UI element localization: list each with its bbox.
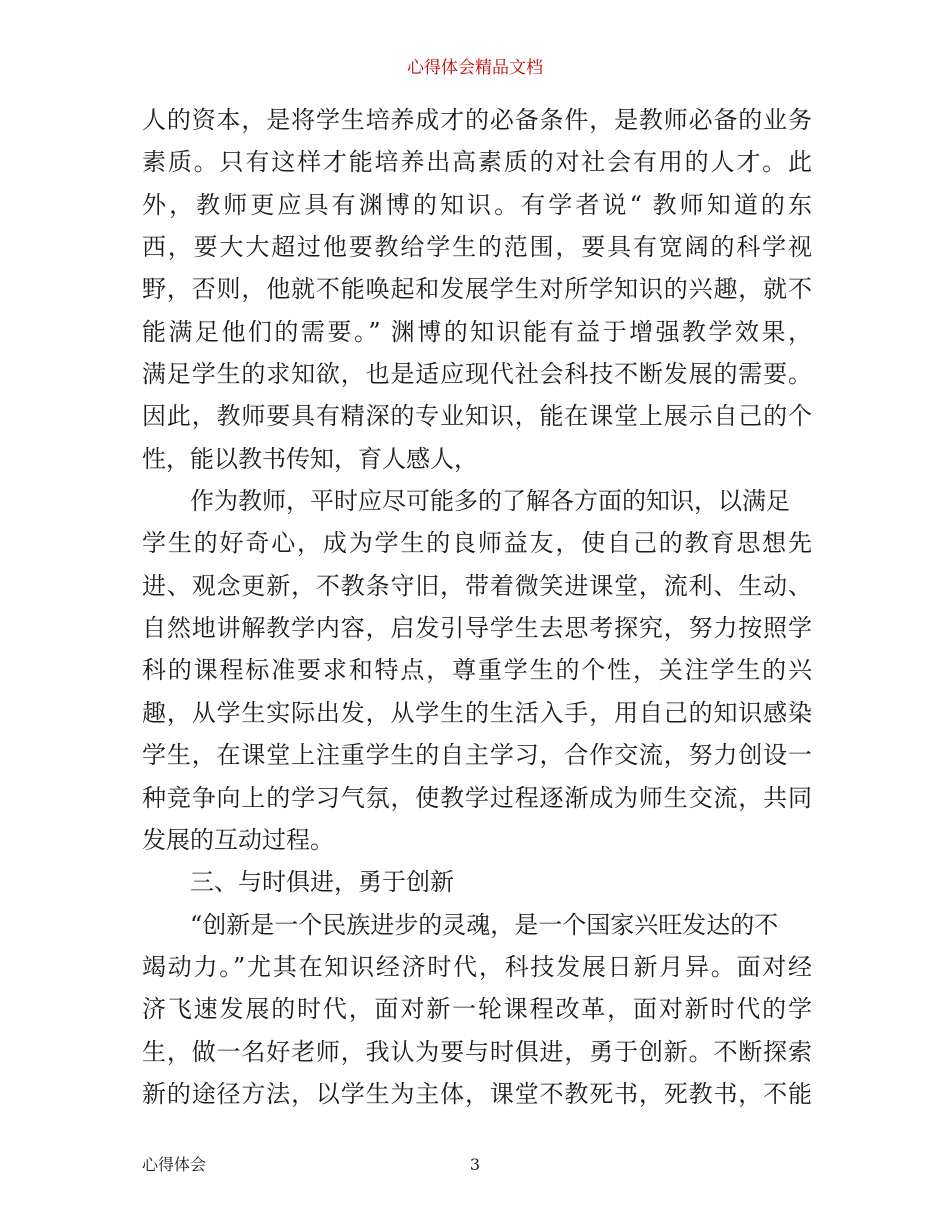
body-line: 西，要大大超过他要教给学生的范围，要具有宽阔的科学视 bbox=[142, 233, 812, 262]
body-line: 能满足他们的需要。” 渊博的知识能有益于增强教学效果， bbox=[142, 317, 812, 346]
page-header-title: 心得体会精品文档 bbox=[407, 58, 543, 78]
body-line: 学生，在课堂上注重学生的自主学习，合作交流，努力创设一 bbox=[142, 741, 812, 770]
body-line: 新的途径方法，以学生为主体，课堂不教死书，死教书，不能 bbox=[142, 1079, 812, 1108]
section-heading: 三、与时俱进，勇于创新 bbox=[142, 868, 454, 897]
body-line: 趣，从学生实际出发，从学生的生活入手，用自己的知识感染 bbox=[142, 698, 812, 727]
body-line: 发展的互动过程。 bbox=[142, 825, 334, 854]
body-line: 野，否则，他就不能唤起和发展学生对所学知识的兴趣，就不 bbox=[142, 275, 812, 304]
body-line: 进、观念更新，不教条守旧，带着微笑进课堂，流利、生动、 bbox=[142, 571, 812, 600]
body-line: 外，教师更应具有渊博的知识。有学者说“ 教师知道的东 bbox=[142, 190, 812, 219]
document-body bbox=[142, 99, 812, 1115]
page-number: 3 bbox=[469, 1155, 481, 1174]
body-line: 济飞速发展的时代，面对新一轮课程改革，面对新时代的学 bbox=[142, 995, 812, 1024]
body-line: 自然地讲解教学内容，启发引导学生去思考探究，努力按照学 bbox=[142, 614, 812, 643]
body-line: 生，做一名好老师，我认为要与时俱进，勇于创新。不断探索 bbox=[142, 1037, 812, 1066]
body-line: 竭动力。”尤其在知识经济时代，科技发展日新月异。面对经 bbox=[142, 952, 812, 981]
body-line: “创新是一个民族进步的灵魂，是一个国家兴旺发达的不 bbox=[142, 910, 779, 939]
body-line: 种竞争向上的学习气氛，使教学过程逐渐成为师生交流，共同 bbox=[142, 783, 812, 812]
body-line: 素质。只有这样才能培养出高素质的对社会有用的人才。此 bbox=[142, 148, 812, 177]
body-line: 性，能以教书传知，育人感人， bbox=[142, 444, 478, 473]
body-line: 满足学生的求知欲，也是适应现代社会科技不断发展的需要。 bbox=[142, 360, 812, 389]
body-line: 人的资本，是将学生培养成才的必备条件，是教师必备的业务 bbox=[142, 106, 812, 134]
body-line: 学生的好奇心，成为学生的良师益友，使自己的教育思想先 bbox=[142, 529, 812, 558]
body-line: 科的课程标准要求和特点，尊重学生的个性，关注学生的兴 bbox=[142, 656, 812, 685]
body-line: 作为教师，平时应尽可能多的了解各方面的知识，以满足 bbox=[142, 487, 790, 516]
body-line: 因此，教师要具有精深的专业知识，能在课堂上展示自己的个 bbox=[142, 402, 812, 431]
footer-label: 心得体会 bbox=[142, 1155, 207, 1174]
